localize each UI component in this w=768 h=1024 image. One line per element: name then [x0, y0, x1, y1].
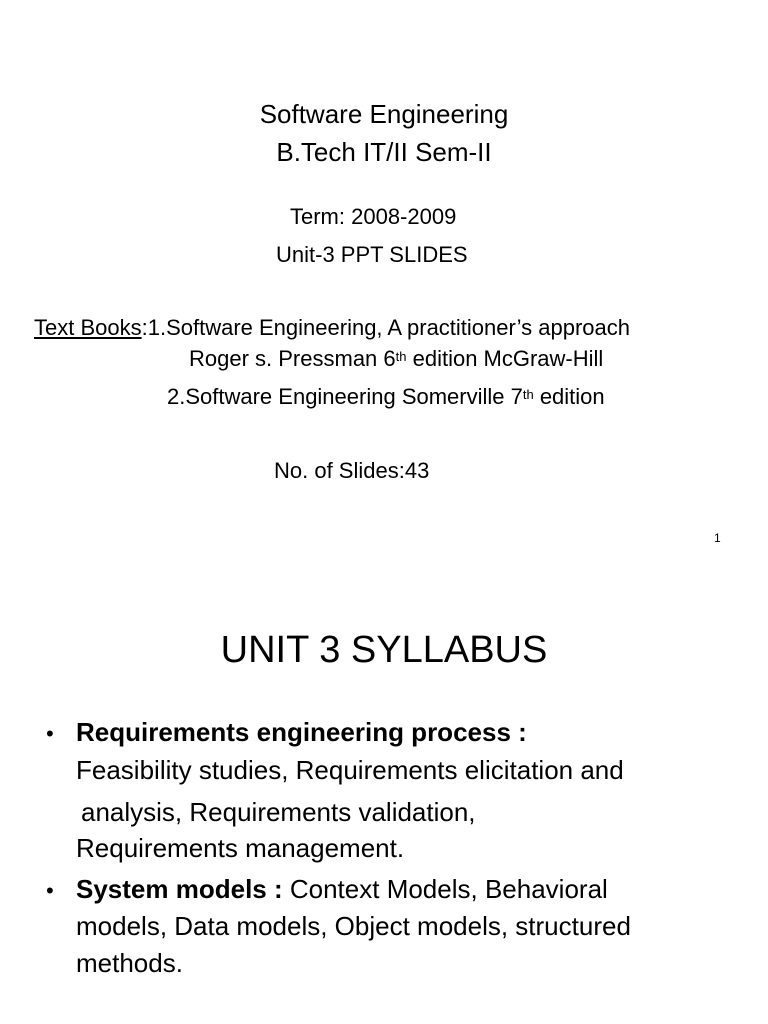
textbook-2-edition: edition: [533, 384, 605, 409]
syllabus-heading: UNIT 3 SYLLABUS: [220, 629, 548, 671]
textbook-2-line: [167, 383, 605, 411]
slide-count: No. of Slides:43: [274, 458, 430, 483]
textbook-2-title: 2.Software Engineering Somerville 7: [167, 384, 523, 409]
textbook-1-line: [34, 314, 630, 342]
bullet-1-line-2: Feasibility studies, Requirements elicitation and: [76, 755, 624, 785]
bullet-2-line-2: models, Data models, Object models, structured: [76, 911, 631, 941]
course-title: Software Engineering: [259, 99, 509, 129]
bullet-1-line-4: Requirements management.: [76, 833, 405, 863]
textbook-1-author-text: Roger s. Pressman 6: [189, 346, 396, 371]
bullet-2-line-3: methods.: [76, 948, 183, 978]
course-subtitle: B.Tech IT/II Sem-II: [276, 137, 492, 167]
textbook-1-author: [189, 345, 603, 373]
textbooks-label: Text Books: [34, 315, 142, 340]
bullet-2-line-1: [76, 871, 608, 907]
term-text: Term: 2008-2009: [290, 204, 457, 229]
textbook-2-sup: th: [522, 387, 534, 402]
bullet-1-line-3: analysis, Requirements validation,: [81, 797, 476, 827]
textbook-1-sup: th: [395, 349, 407, 364]
bullet-2-text: Context Models, Behavioral: [282, 874, 608, 904]
bullet-1-heading: Requirements engineering process :: [76, 717, 527, 747]
bullet-1-glyph: •: [46, 721, 54, 746]
bullet-2-heading: System models :: [76, 874, 283, 904]
page-number: 1: [714, 531, 721, 545]
unit-text: Unit-3 PPT SLIDES: [276, 242, 468, 267]
textbook-1-title: :1.Software Engineering, A practitioner’s approach: [141, 315, 630, 340]
textbook-1-publisher: edition McGraw-Hill: [406, 346, 604, 371]
bullet-2-glyph: •: [46, 878, 54, 903]
